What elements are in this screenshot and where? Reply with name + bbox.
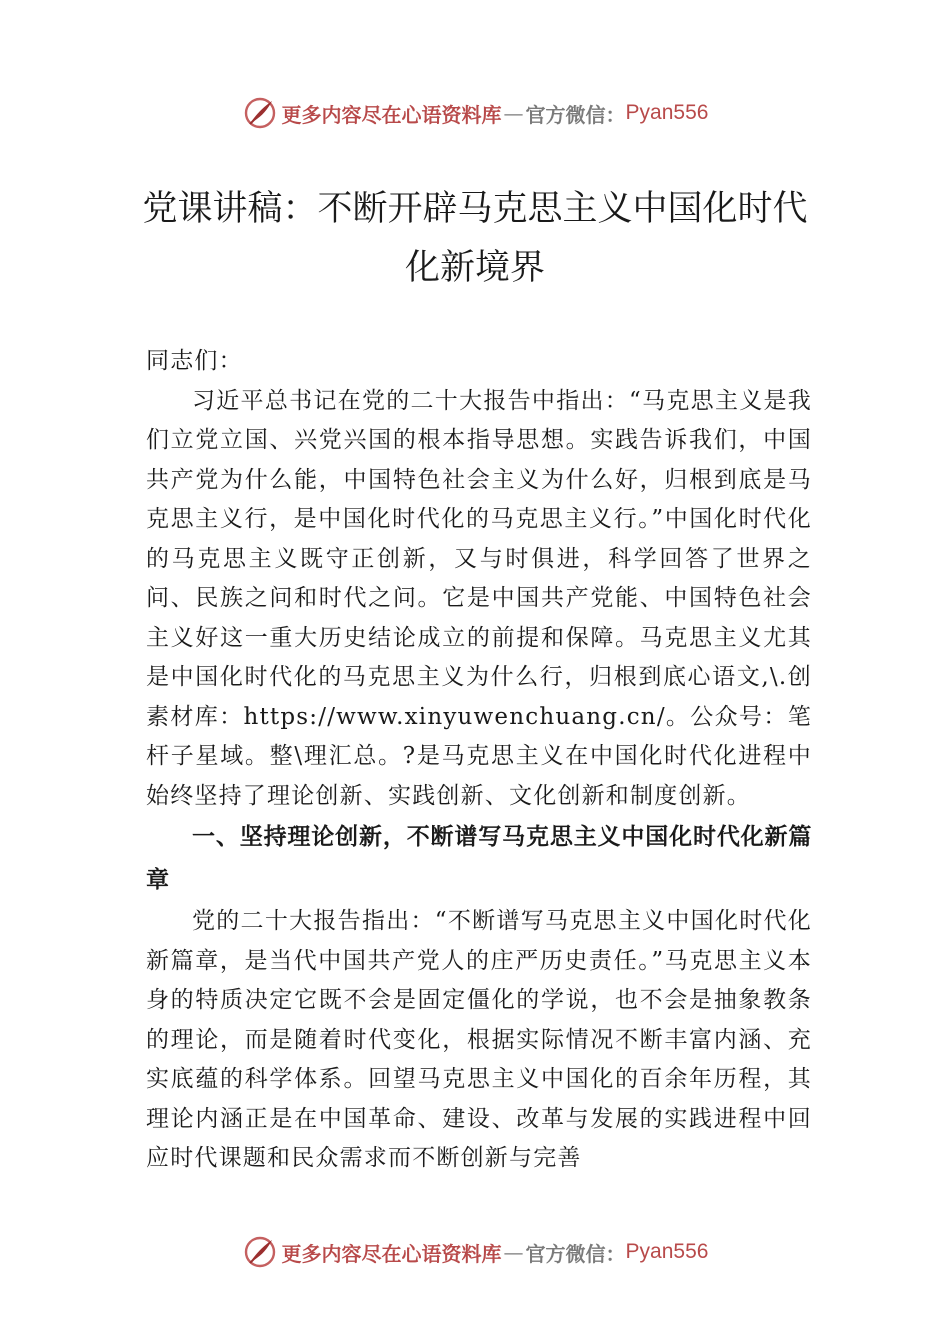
banner-slogan: 更多内容尽在心语资料库 xyxy=(281,1241,502,1266)
banner-wechat-label: 官方微信： xyxy=(525,102,626,127)
footer-watermark-banner xyxy=(0,1232,950,1272)
header-watermark-banner xyxy=(0,93,950,133)
banner-slogan: 更多内容尽在心语资料库 xyxy=(281,102,502,127)
document-body xyxy=(146,342,812,1179)
document-title: 党课讲稿：不断开辟马克思主义中国化时代化新境界 xyxy=(142,189,808,288)
feather-pen-logo-icon xyxy=(242,95,278,131)
section-paragraph: 党的二十大报告指出：“不断谱写马克思主义中国化时代化新篇章，是当代中国共产党人的庄严历史责任。”马克思主义本身的特质决定它既不会是固定僵化的学说，也不会是抽象教条的理论，而是随着时代变化，根据实际情况不断丰富内涵、充实底蕴的科学体系。回望马克思主义中国化的百余年历程，其理论内涵正是在中国革命、建设、改革与发展的实践进程中回应时代课题和民众需求而不断创新与完善 xyxy=(146,908,812,1171)
banner-separator: — xyxy=(503,1240,524,1264)
feather-pen-logo-icon xyxy=(242,1234,278,1270)
banner-wechat-id: Pyan556 xyxy=(625,101,709,124)
body-paragraph: 习近平总书记在党的二十大报告中指出：“马克思主义是我们立党立国、兴党兴国的根本指导思想。实践告诉我们，中国共产党为什么能，中国特色社会主义为什么好，归根到底是马克思主义行，是中国化时代化的马克思主义行。”中国化时代化的马克思主义既守正创新，又与时俱进，科学回答了世界之问、民族之问和时代之问。它是中国共产党能、中国特色社会主义好这一重大历史结论成立的前提和保障。马克思主义尤其是中国化时代化的马克思主义为什么行，归根到底心语文,\.创素材库：https://www.xinyuwenchuang.cn/。公众号：笔杆子星域。整\理汇总。?是马克思主义在中国化时代化进程中始终坚持了理论创新、实践创新、文化创新和制度创新。 xyxy=(146,387,812,809)
banner-wechat-id: Pyan556 xyxy=(625,1240,709,1263)
banner-separator: — xyxy=(503,101,524,125)
banner-wechat-label: 官方微信： xyxy=(525,1241,626,1266)
section-heading: 一、坚持理论创新，不断谱写马克思主义中国化时代化新篇章 xyxy=(146,824,812,893)
salutation: 同志们： xyxy=(146,348,243,374)
